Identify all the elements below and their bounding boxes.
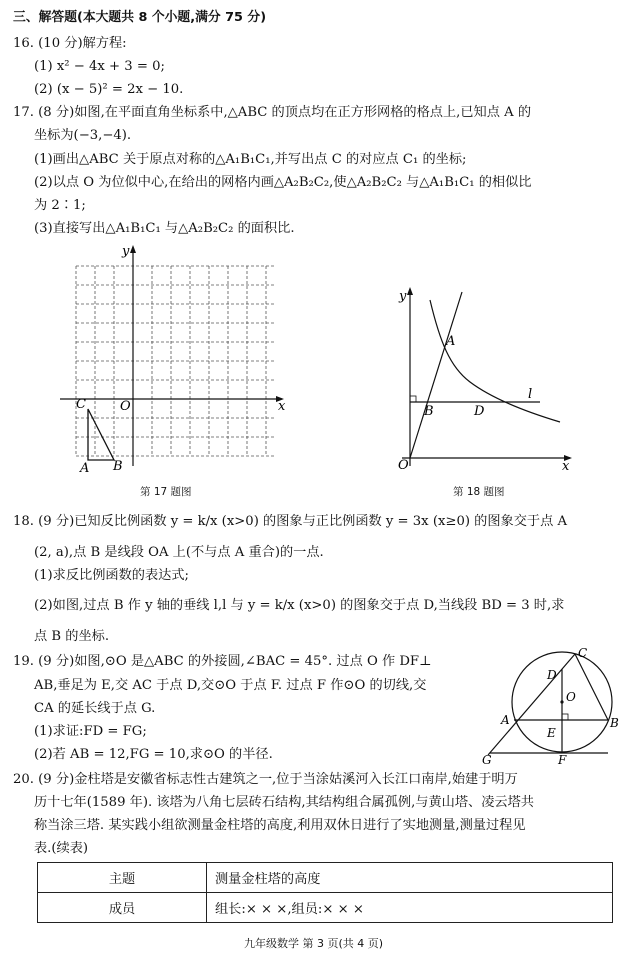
label-b: B	[113, 459, 123, 474]
q17-stem-line2: 坐标为(−3,−4).	[34, 128, 132, 143]
label-e: E	[547, 726, 556, 740]
right-angle-mark	[410, 396, 416, 402]
q19-stem-line3: CA 的延长线于点 G.	[34, 701, 156, 716]
label-o: O	[566, 690, 576, 704]
label-a: A	[80, 461, 90, 476]
label-b: B	[424, 404, 434, 419]
triangle-abc	[88, 409, 114, 460]
figure-18-graph	[390, 282, 580, 477]
figure-18-caption: 第 18 题图	[453, 486, 505, 498]
table-cell-value: 测量金柱塔的高度	[207, 863, 613, 893]
label-origin: O	[398, 458, 409, 473]
q17-part2-line2: 为 2∶1;	[34, 198, 86, 213]
label-d: D	[547, 668, 557, 682]
q20-stem-line3: 称当涂三塔. 某实践小组欲测量金柱塔的高度,利用双休日进行了实地测量,测量过程见	[34, 818, 526, 833]
label-d: D	[474, 404, 485, 419]
table-cell-key: 成员	[38, 893, 207, 923]
q17-part1: (1)画出△ABC 关于原点对称的△A₁B₁C₁,并写出点 C 的对应点 C₁ 的坐标;	[34, 152, 467, 167]
q18-stem-line2: (2, a),点 B 是线段 OA 上(不与点 A 重合)的一点.	[34, 545, 324, 560]
q17-part2-line1: (2)以点 O 为位似中心,在给出的网格内画△A₂B₂C₂,使△A₂B₂C₂ 与△A₁B₁C₁ 的相似比	[34, 175, 532, 190]
table-row	[38, 893, 613, 923]
table-row	[38, 863, 613, 893]
q17-part3: (3)直接写出△A₁B₁C₁ 与△A₂B₂C₂ 的面积比.	[34, 221, 295, 236]
table-cell-value: 组长:× × ×,组员:× × ×	[207, 893, 613, 923]
q16-part2: (2) (x − 5)² = 2x − 10.	[34, 82, 184, 97]
q20-stem-line2: 历十七年(1589 年). 该塔为八角七层砖石结构,其结构组合属孤例,与黄山塔、凌云塔共	[34, 795, 534, 810]
figure-17-grid	[50, 238, 290, 478]
label-g: G	[482, 753, 492, 765]
q16-part1: (1) x² − 4x + 3 = 0;	[34, 59, 165, 74]
q19-stem-line2: AB,垂足为 E,交 AC 于点 D,交⊙O 于点 F. 过点 F 作⊙O 的切线,交	[34, 678, 427, 693]
q17-stem-line1: 17. (8 分)如图,在平面直角坐标系中,△ABC 的顶点均在正方形网格的格点上,已知点 A 的	[13, 105, 532, 120]
q19-stem-line1: 19. (9 分)如图,⊙O 是△ABC 的外接圆,∠BAC = 45°. 过点 O 作 DF⊥	[13, 654, 432, 669]
line-y-3x	[410, 292, 462, 458]
label-a: A	[446, 334, 456, 349]
q18-part1: (1)求反比例函数的表达式;	[34, 568, 189, 583]
label-origin: O	[120, 399, 131, 414]
q19-part2: (2)若 AB = 12,FG = 10,求⊙O 的半径.	[34, 747, 273, 762]
q19-part1: (1)求证:FD = FG;	[34, 724, 147, 739]
label-l: l	[528, 387, 533, 402]
table-cell-key: 主题	[38, 863, 207, 893]
section-heading: 三、解答题(本大题共 8 个小题,满分 75 分)	[13, 10, 267, 25]
label-x: x	[562, 459, 570, 474]
q18-part2-line2: 点 B 的坐标.	[34, 629, 110, 644]
label-b: B	[610, 716, 619, 730]
measurement-table	[37, 862, 613, 923]
label-y: y	[122, 244, 130, 259]
hyperbola-curve	[430, 300, 560, 422]
label-c: C	[76, 397, 86, 412]
q20-stem-line1: 20. (9 分)金柱塔是安徽省标志性古建筑之一,位于当涂姑溪河入长江口南岸,始建于明万	[13, 772, 518, 787]
figure-17-caption: 第 17 题图	[140, 486, 192, 498]
label-y: y	[399, 289, 407, 304]
q18-part2-line1: (2)如图,过点 B 作 y 轴的垂线 l,l 与 y = k/x (x>0) 的图象交于点 D,当线段 BD = 3 时,求	[34, 598, 565, 613]
figure-19-circle	[478, 645, 623, 765]
page-footer: 九年级数学 第 3 页(共 4 页)	[243, 937, 384, 950]
label-a: A	[501, 713, 510, 727]
label-c: C	[578, 646, 588, 660]
q18-stem-line1: 18. (9 分)已知反比例函数 y = k/x (x>0) 的图象与正比例函数 y = 3x (x≥0) 的图象交于点 A	[13, 514, 568, 529]
q20-stem-line4: 表.(续表)	[34, 841, 89, 856]
right-angle-mark	[562, 714, 568, 720]
chord-bc	[575, 654, 608, 720]
q16-stem: 16. (10 分)解方程:	[13, 36, 127, 51]
label-x: x	[278, 399, 286, 414]
label-f: F	[558, 753, 567, 765]
